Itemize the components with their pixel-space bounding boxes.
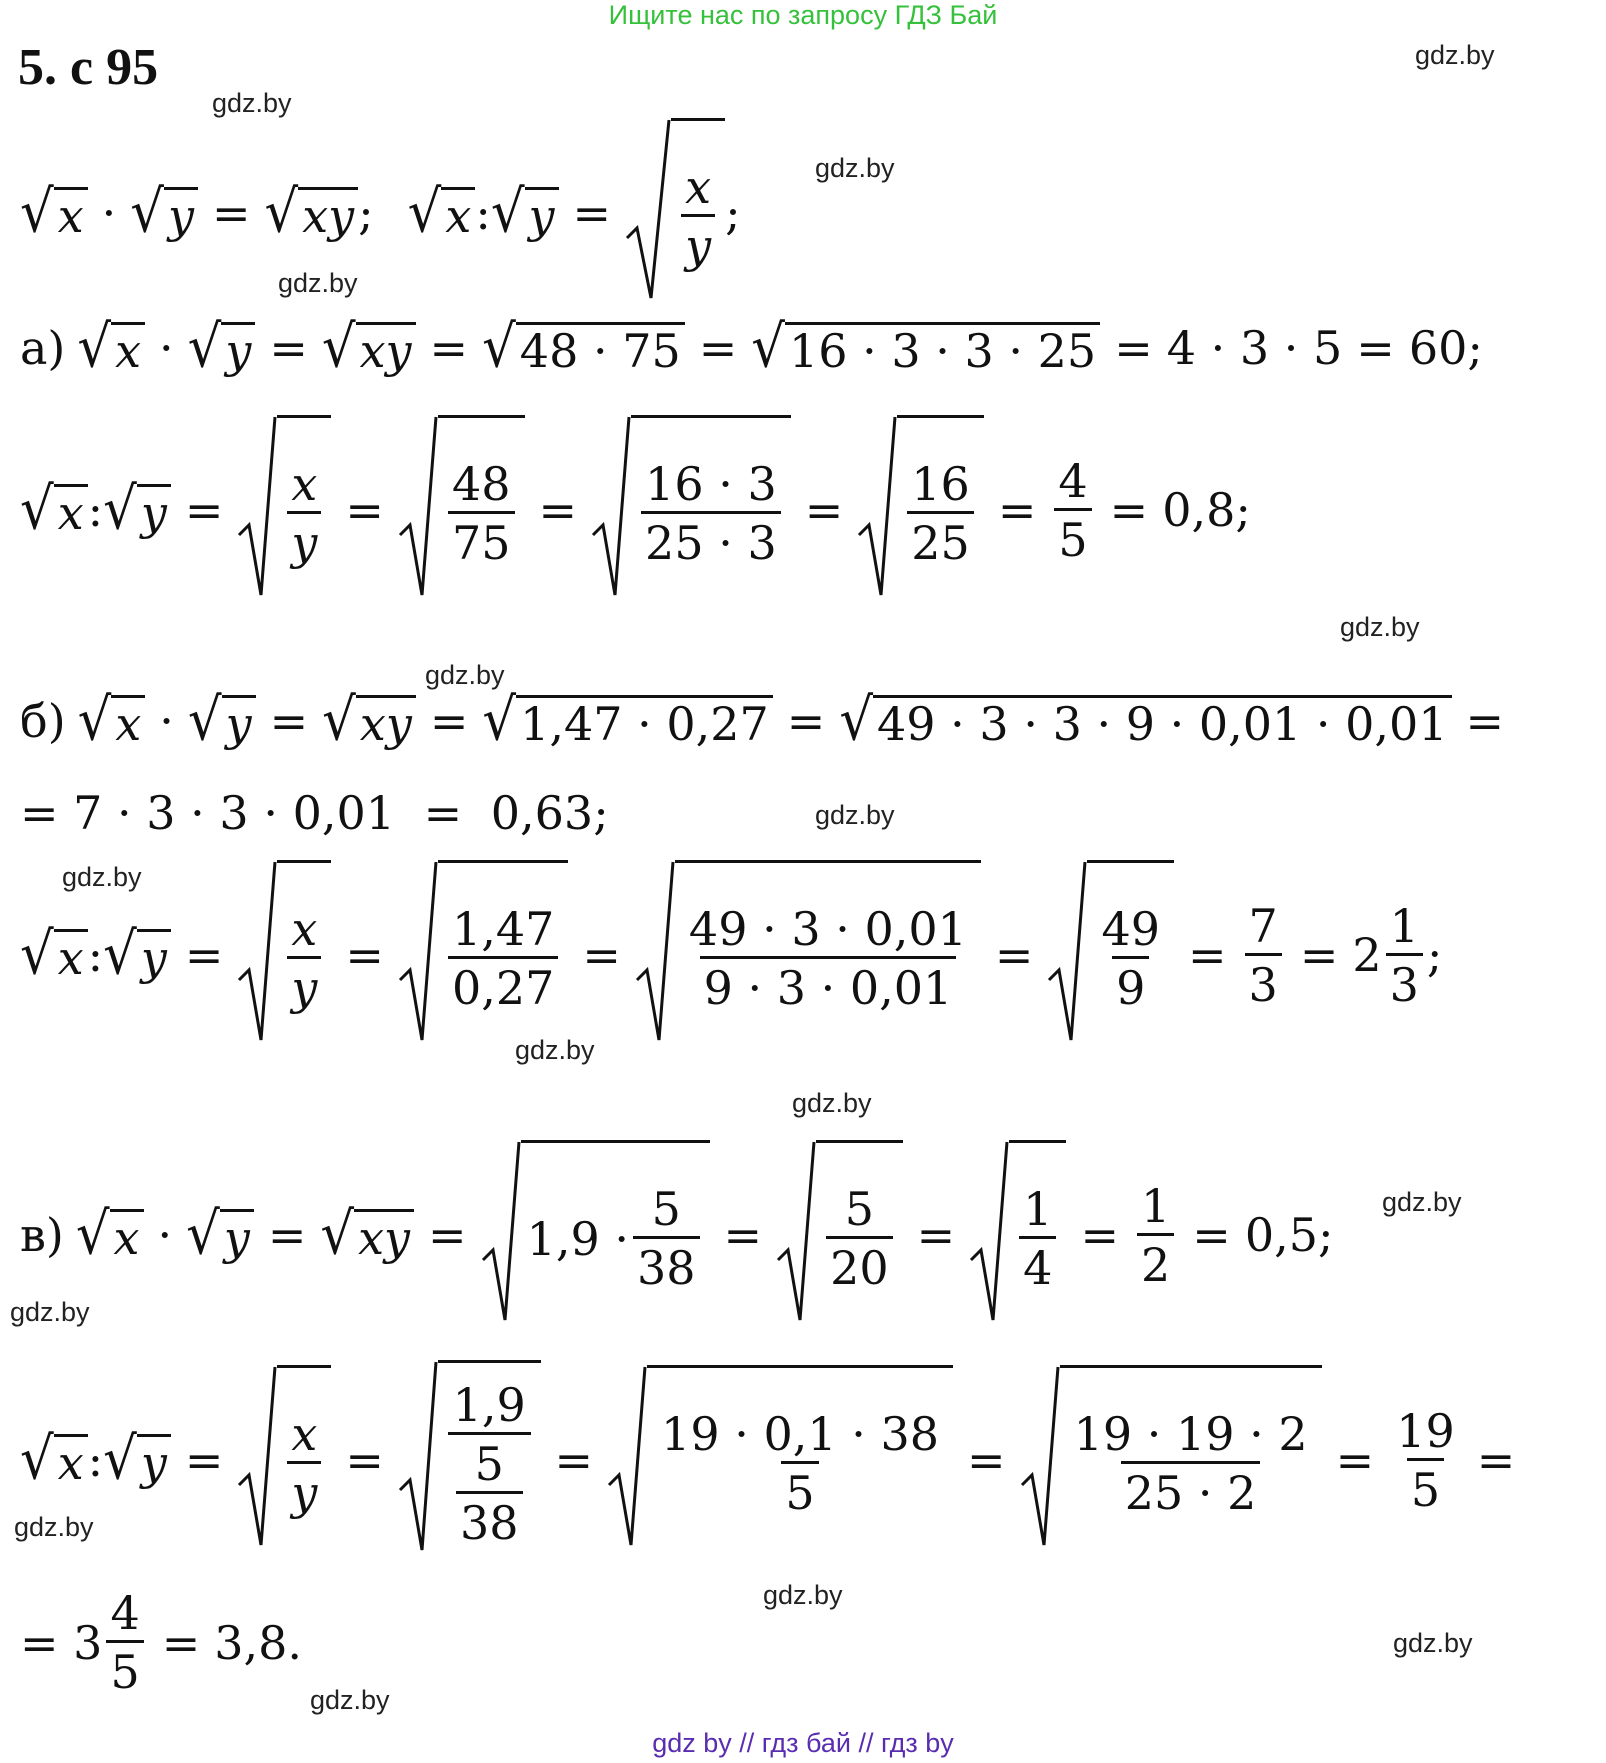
- watermark: gdz.by: [62, 862, 142, 892]
- watermark: gdz.by: [10, 1297, 90, 1327]
- part-v-quotient-cont: = 3 $\frac{4}{5}$ = 3,8.: [20, 1586, 303, 1699]
- watermark: gdz.by: [763, 1580, 843, 1610]
- watermark: gdz.by: [1393, 1628, 1473, 1658]
- exercise-heading: 5. с 95: [18, 39, 159, 96]
- watermark: gdz.by: [212, 88, 292, 118]
- rules-line: √ x · √ y = √ xy ; √ x : √ y = $\frac{x}{y}$ ;: [20, 118, 741, 308]
- part-v-quotient: √ x : √ y = $\frac{x}{y}$ = $\frac{1,9}{\frac{5}{38}}$ = $\frac{19 \cdot 0,1 \cdot 38}{5}$ = $\frac{19 \cdot 19 \cdot 2}{25 \cdot 2}$ = $\frac{19}{5}$ =: [20, 1360, 1529, 1560]
- part-v-label: в): [20, 1208, 64, 1262]
- watermark: gdz.by: [815, 153, 895, 183]
- part-b-quotient: √ x : √ y = $\frac{x}{y}$ = $\frac{1,47}{0,27}$ = $\frac{49 \cdot 3 \cdot 0,01}{9 \cdot 3 \cdot 0,01}$ = $\frac{49}{9}$ = $\frac{7}{3}$ = 2 $\frac{1}{3}$ ;: [20, 860, 1442, 1050]
- watermark: gdz.by: [310, 1685, 390, 1715]
- watermark: gdz.by: [1382, 1187, 1462, 1217]
- part-b-product: б) √ x · √ y = √ xy = √ 1,47 · 0,27 = √ 49 · 3 · 3 · 9 · 0,01 · 0,01 =: [20, 686, 1505, 754]
- footer-links[interactable]: gdz by // гдз бай // гдз by: [652, 1728, 954, 1758]
- part-b-label: б): [20, 694, 66, 749]
- watermark: gdz.by: [792, 1088, 872, 1118]
- watermark: gdz.by: [425, 660, 505, 690]
- watermark: gdz.by: [278, 268, 358, 298]
- part-a-product: а) √ x · √ y = √ xy = √ 48 · 75 = √ 16 · 3 · 3 · 25 = 4 · 3 · 5 = 60;: [20, 313, 1483, 381]
- watermark: gdz.by: [515, 1035, 595, 1065]
- watermark: gdz.by: [815, 800, 895, 830]
- part-a-label: а): [20, 321, 66, 376]
- watermark: gdz.by: [1340, 612, 1420, 642]
- top-search-link[interactable]: Ищите нас по запросу ГДЗ Бай: [608, 0, 998, 30]
- watermark: gdz.by: [14, 1512, 94, 1542]
- part-a-quotient: √ x : √ y = $\frac{x}{y}$ = $\frac{48}{75}$ = $\frac{16 \cdot 3}{25 \cdot 3}$ = $\frac{16}{25}$ = $\frac{4}{5}$ = 0,8;: [20, 415, 1251, 605]
- part-v-product: в) √ x · √ y = √ xy = 1,9 · $\frac{5}{38}$ = $\frac{5}{20}$ = $\frac{1}{4}$ = $\frac{1}{2}$ = 0,5;: [20, 1140, 1333, 1330]
- watermark: gdz.by: [1415, 40, 1495, 70]
- part-b-product-cont: = 7 · 3 · 3 · 0,01 = 0,63;: [20, 786, 609, 840]
